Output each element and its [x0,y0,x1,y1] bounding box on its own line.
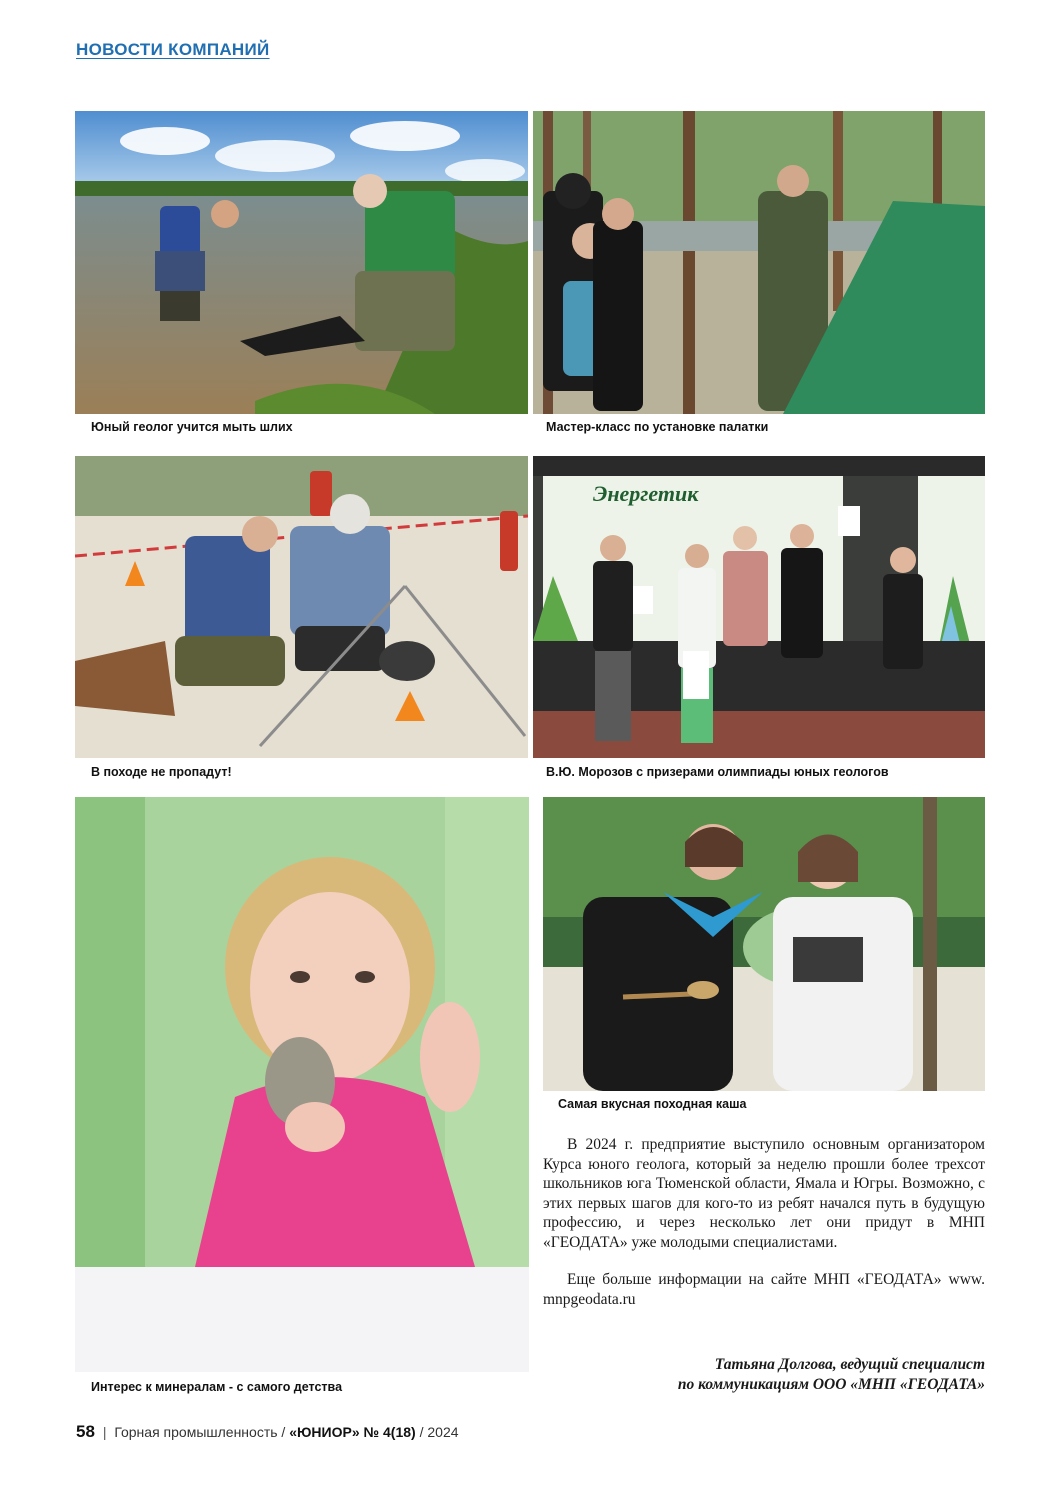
caption-photo-1: Юный геолог учится мыть шлих [91,420,293,434]
article-paragraph-2: Еще больше информации на сайте МНП «ГЕОДАТА» www. mnpgeodata.ru [543,1271,985,1308]
stage-banner-text: Энергетик [593,481,699,506]
footer-separator: | [102,1424,107,1440]
journal-name: «ЮНИОР» [289,1424,360,1440]
caption-photo-5: Интерес к минералам - с самого детства [91,1380,343,1394]
journal-prefix: Горная промышленность / [114,1424,286,1440]
photo-river-panning [75,111,528,414]
caption-photo-3: В походе не пропадут! [91,765,232,779]
caption-photo-4: В.Ю. Морозов с призерами олимпиады юных геологов [546,765,889,779]
photo-tent-masterclass [533,111,985,414]
caption-photo-6: Самая вкусная походная каша [558,1097,747,1111]
page-number: 58 [76,1422,95,1441]
author-line-2: по коммуникациям ООО «МНП «ГЕОДАТА» [677,1375,985,1393]
photo-stage-award [533,456,985,758]
journal-year: / 2024 [419,1424,459,1440]
photo-child-mineral [75,797,529,1372]
article-body [543,1135,985,1309]
author-line-1: Татьяна Долгова, ведущий специалист [714,1356,985,1373]
journal-issue: № 4(18) [363,1424,416,1440]
photo-camp-porridge [543,797,985,1091]
section-title: НОВОСТИ КОМПАНИЙ [76,40,270,59]
photo-campfire-cooking [75,456,528,758]
caption-photo-2: Мастер-класс по установке палатки [546,420,769,434]
article-paragraph-1: В 2024 г. предприятие выступило основным организатором Курса юного геолога, который за неделю прошли более трехсот школьников юга Тюменской области, Ямала и Югры. Возможно, с этих первых шагов для кого-то из ребят начался путь в будущую профессию, и через несколько лет они придут в МНП «ГЕОДАТА» уже молодыми специалистами. [543,1136,985,1251]
author-credit [678,1355,985,1394]
page-footer [76,1422,459,1442]
